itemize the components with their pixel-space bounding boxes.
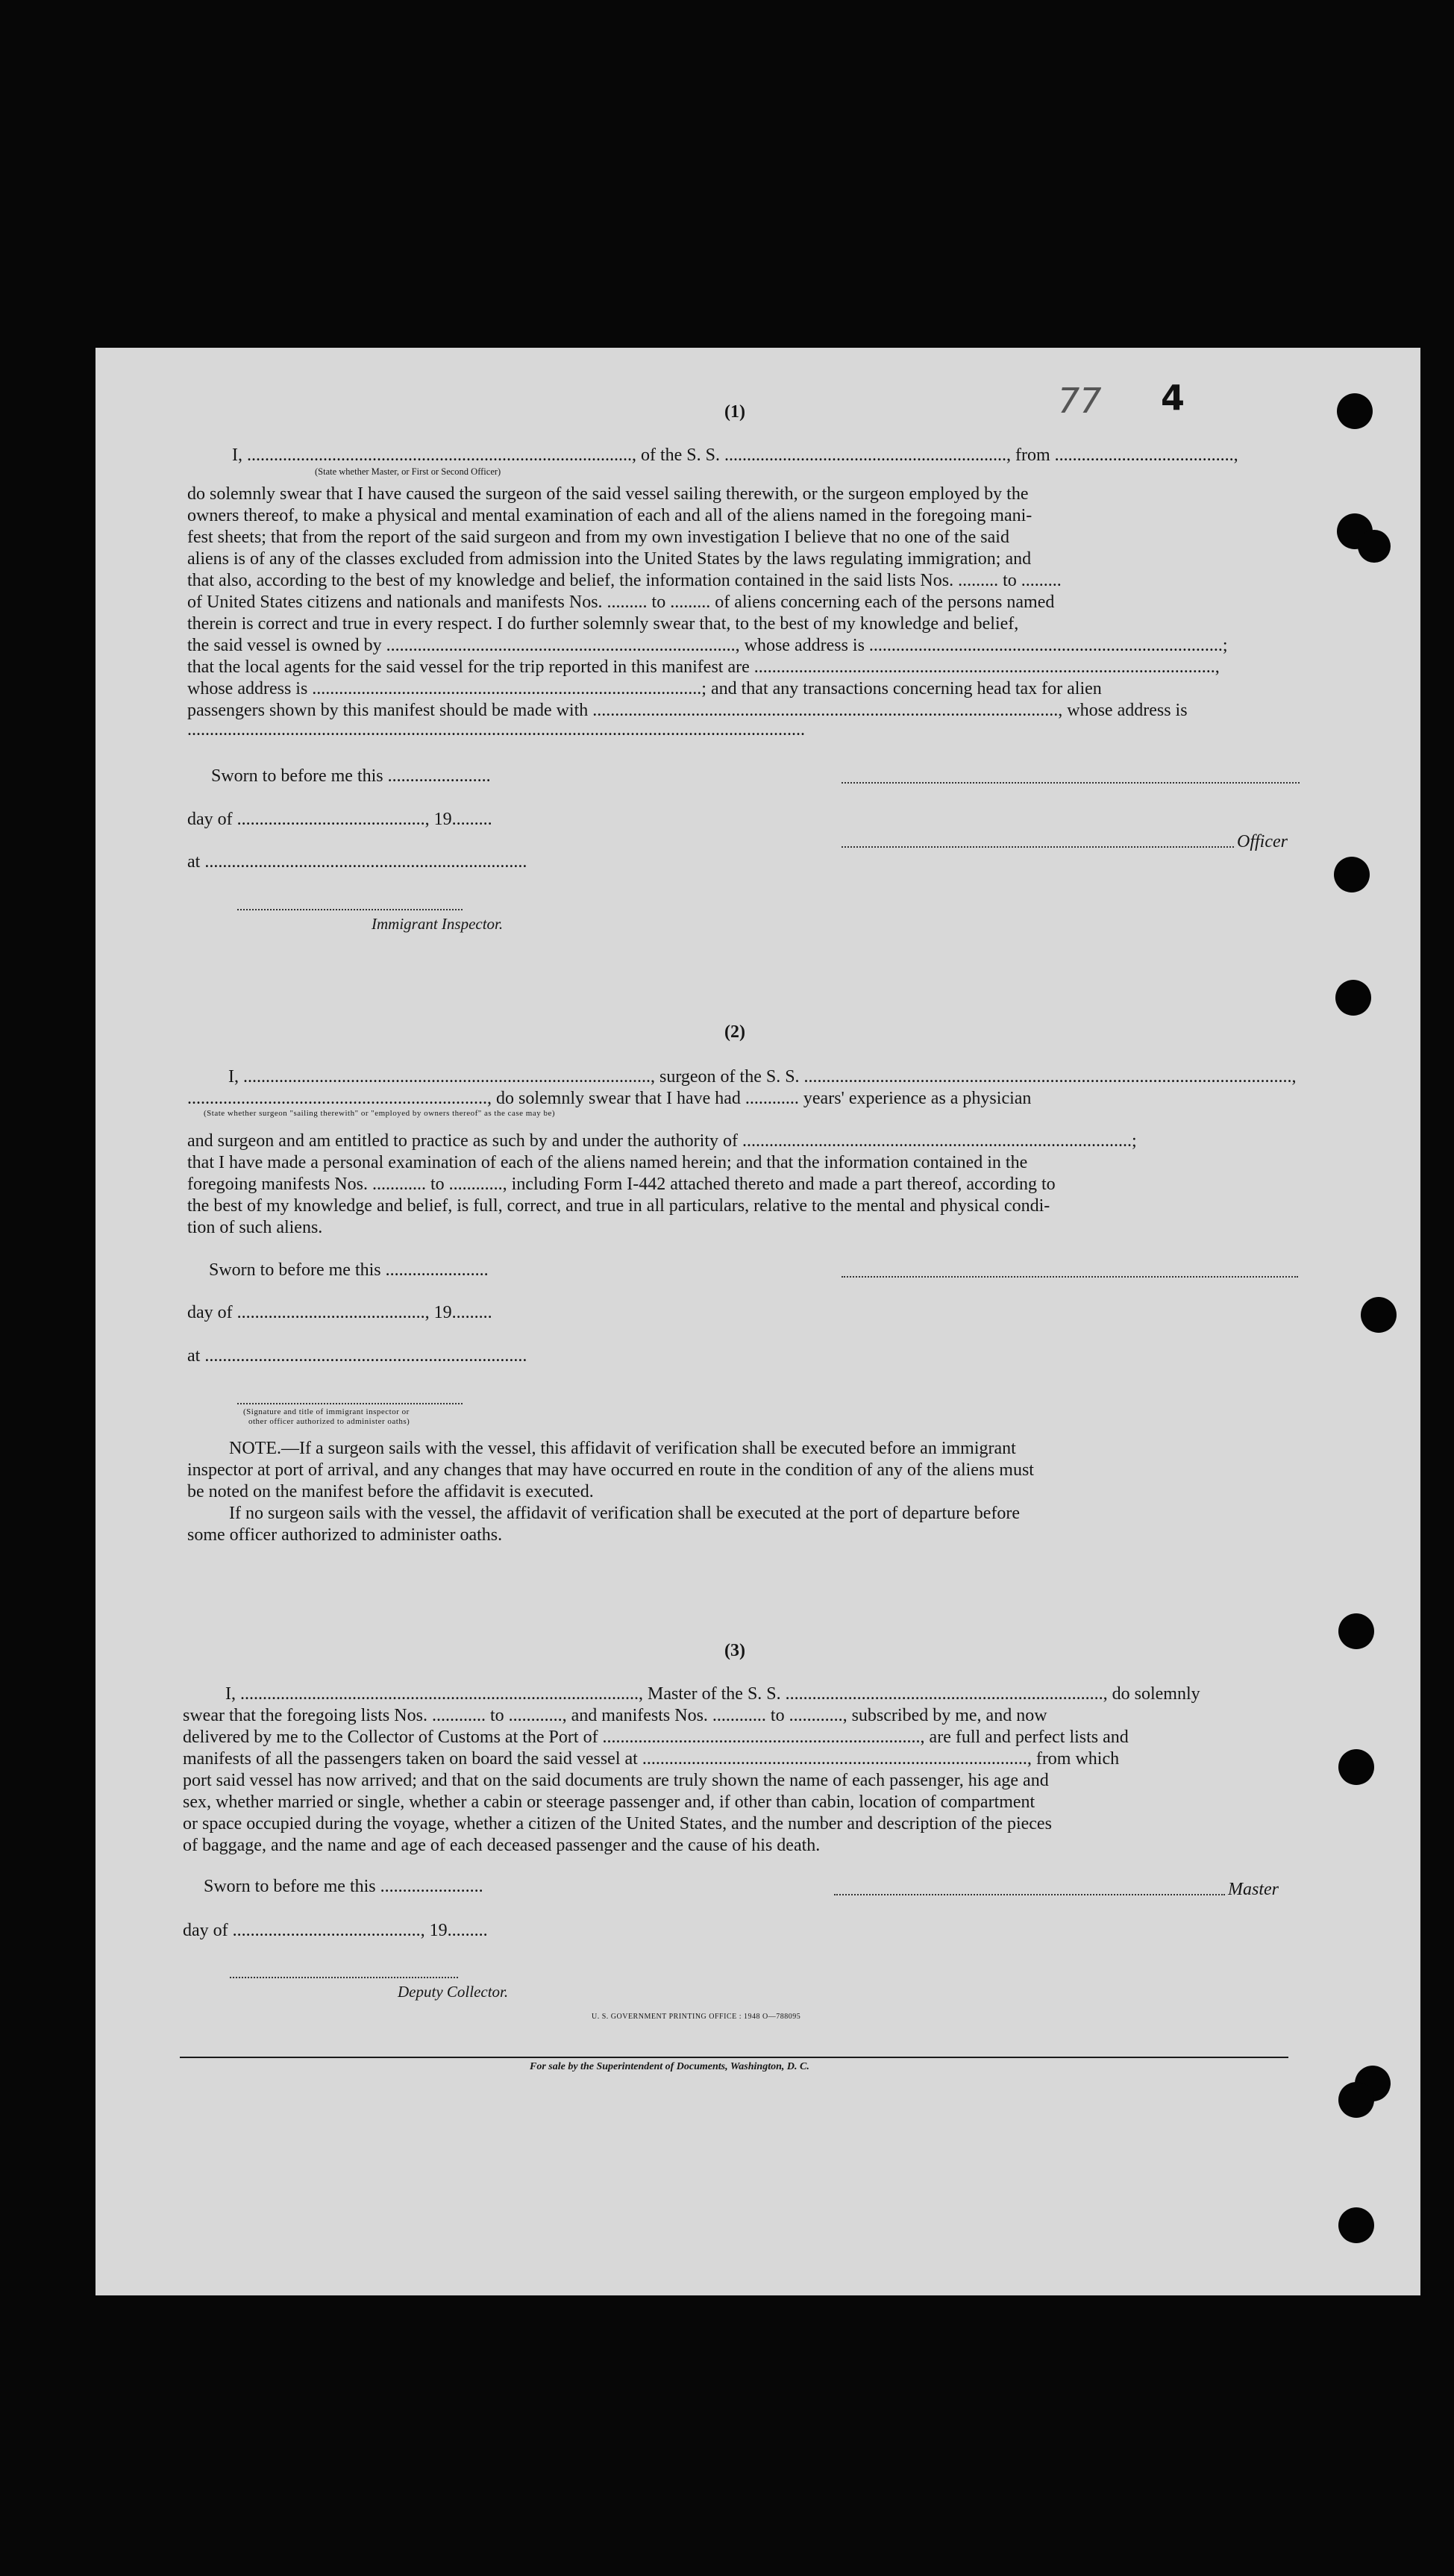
page-number-mark: 4 <box>1161 378 1185 418</box>
gpo-imprint: U. S. GOVERNMENT PRINTING OFFICE : 1948 O—788095 <box>592 2013 801 2021</box>
s1-line-3: owners thereof, to make a physical and mental examination of each and all of the aliens named in the foregoing mani- <box>187 506 1032 525</box>
s2-note-5: some officer authorized to administer oaths. <box>187 1525 503 1545</box>
s3-line-1: I, ........................................................................................., Master of the S. S. ......................................................................., do solemnly <box>225 1684 1200 1704</box>
s2-inspector-line <box>237 1403 463 1404</box>
s2-note-4: If no surgeon sails with the vessel, the affidavit of verification shall be executed at the port of departure before <box>229 1504 1021 1523</box>
s1-line-4: fest sheets; that from the report of the said surgeon and from my own investigation I believe that no one of the said <box>187 528 1009 547</box>
punch-hole <box>1358 530 1391 563</box>
s1-day: day of .........................................., 19......... <box>187 810 492 829</box>
s1-line-8: therein is correct and true in every respect. I do further solemnly swear that, to the best of my knowledge and belief, <box>187 614 1019 634</box>
s1-line-7: of United States citizens and nationals and manifests Nos. ......... to ......... of aliens concerning each of the persons named <box>187 593 1055 612</box>
s1-caption: (State whether Master, or First or Second Officer) <box>315 466 501 477</box>
s2-line-2: ..................................................................., do solemnly swear that I have had ............ years' experience as a physician <box>187 1089 1032 1108</box>
s3-collector-label: Deputy Collector. <box>398 1983 509 2001</box>
s3-sworn: Sworn to before me this ....................... <box>204 1877 483 1896</box>
s1-inspector-label: Immigrant Inspector. <box>372 915 504 933</box>
s1-line-10: that the local agents for the said vessel for the trip reported in this manifest are ......................................................................................................., <box>187 657 1220 677</box>
punch-hole <box>1337 393 1373 429</box>
s1-line-11: whose address is .......................................................................................; and that any transactions concerning head tax for alien <box>187 679 1102 698</box>
s1-signature-line <box>842 782 1300 784</box>
s1-line-6: that also, according to the best of my knowledge and belief, the information contained in the said lists Nos. ......... to ......... <box>187 571 1062 590</box>
form-sheet <box>95 348 1420 2295</box>
section-1-heading: (1) <box>724 402 745 422</box>
section-3-heading: (3) <box>724 1641 745 1660</box>
s2-note-2: inspector at port of arrival, and any changes that may have occurred en route in the condition of any of the aliens must <box>187 1460 1034 1480</box>
s3-line-5: port said vessel has now arrived; and that on the said documents are truly shown the name of each passenger, his age and <box>183 1771 1049 1790</box>
punch-hole <box>1335 980 1371 1016</box>
s1-line-9: the said vessel is owned by .............................................................................., whose address is ...............................................................................; <box>187 636 1228 655</box>
s1-line-12: passengers shown by this manifest should be made with ........................................................................................................, whose address is <box>187 701 1188 720</box>
s2-line-7: tion of such aliens. <box>187 1218 323 1237</box>
s3-line-7: or space occupied during the voyage, whether a citizen of the United States, and the number and description of the pieces <box>183 1814 1052 1833</box>
s2-sig-caption-2: other officer authorized to administer oaths) <box>248 1417 410 1426</box>
s2-line-6: the best of my knowledge and belief, is full, correct, and true in all particulars, relative to the mental and physical condi- <box>187 1196 1050 1216</box>
sale-notice: For sale by the Superintendent of Documents, Washington, D. C. <box>530 2061 809 2072</box>
punch-hole <box>1361 1297 1397 1333</box>
s1-officer-label: Officer <box>1237 832 1288 851</box>
s3-line-2: swear that the foregoing lists Nos. ............ to ............, and manifests Nos. ............ to ............, subscribed by me, and now <box>183 1706 1047 1725</box>
punch-hole <box>1338 1749 1374 1785</box>
s3-line-8: of baggage, and the name and age of each deceased passenger and the cause of his death. <box>183 1836 821 1855</box>
punch-hole <box>1338 2082 1374 2118</box>
punch-hole <box>1338 1613 1374 1649</box>
s2-line-3: and surgeon and am entitled to practice as such by and under the authority of .......................................................................................; <box>187 1131 1137 1151</box>
handwritten-number: 77 <box>1058 381 1102 421</box>
s2-note-3: be noted on the manifest before the affidavit is executed. <box>187 1482 594 1501</box>
s3-line-6: sex, whether married or single, whether a cabin or steerage passenger and, if other than cabin, location of compartment <box>183 1792 1035 1812</box>
s3-master-line <box>834 1894 1225 1895</box>
s3-master-label: Master <box>1228 1880 1279 1899</box>
footer-rule <box>180 2057 1288 2058</box>
s2-line-4: that I have made a personal examination of each of the aliens named herein; and that the information contained in the <box>187 1153 1028 1172</box>
s2-note-1: NOTE.—If a surgeon sails with the vessel, this affidavit of verification shall be executed before an immigrant <box>229 1439 1016 1458</box>
s1-line-13: .......................................................................................................................................... <box>187 720 805 740</box>
s1-line-1: I, ......................................................................................, of the S. S. ..............................................................., from ........................................, <box>232 446 1238 465</box>
s1-sworn: Sworn to before me this ....................... <box>211 766 491 786</box>
s2-sworn: Sworn to before me this ....................... <box>209 1260 489 1280</box>
s1-line-2: do solemnly swear that I have caused the surgeon of the said vessel sailing therewith, or the surgeon employed by the <box>187 484 1029 504</box>
s2-line-1: I, ..........................................................................................., surgeon of the S. S. ............................................................................................................., <box>228 1067 1297 1087</box>
s2-day: day of .........................................., 19......... <box>187 1303 492 1322</box>
section-2-heading: (2) <box>724 1022 745 1042</box>
s1-inspector-line <box>237 909 463 910</box>
s2-at: at ........................................................................ <box>187 1346 527 1366</box>
s3-collector-line <box>230 1977 458 1978</box>
s3-line-4: manifests of all the passengers taken on board the said vessel at ......................................................................................, from which <box>183 1749 1120 1769</box>
punch-hole <box>1334 857 1370 892</box>
s3-day: day of .........................................., 19......... <box>183 1921 488 1940</box>
s2-sig-caption-1: (Signature and title of immigrant inspector or <box>243 1407 410 1416</box>
s1-line-5: aliens is of any of the classes excluded from admission into the United States by the laws regulating immigration; and <box>187 549 1032 569</box>
s1-officer-line <box>842 846 1234 848</box>
s2-signature-line <box>842 1276 1298 1278</box>
s2-caption: (State whether surgeon "sailing therewith" or "employed by owners thereof" as the case may be) <box>204 1109 556 1118</box>
punch-hole <box>1338 2207 1374 2243</box>
s1-at: at ........................................................................ <box>187 852 527 872</box>
s2-line-5: foregoing manifests Nos. ............ to ............, including Form I-442 attached thereto and made a part thereof, according to <box>187 1175 1056 1194</box>
s3-line-3: delivered by me to the Collector of Customs at the Port of ......................................................................., are full and perfect lists and <box>183 1728 1129 1747</box>
